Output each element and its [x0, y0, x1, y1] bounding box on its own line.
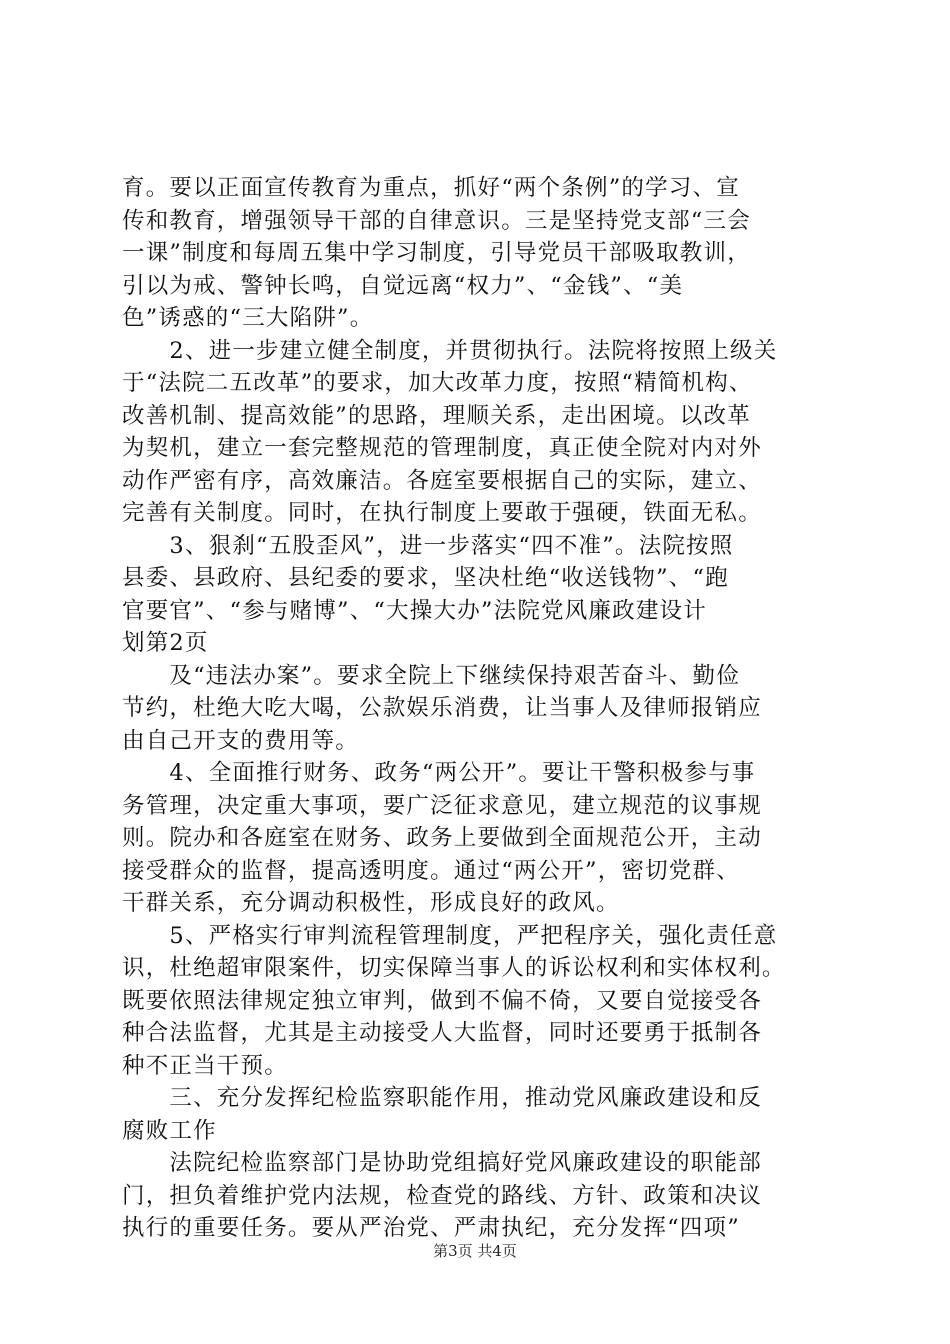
text-line: 三、充分发挥纪检监察职能作用，推动党风廉政建设和反	[122, 1085, 762, 1111]
text-line: 法院纪检监察部门是协助党组搞好党风廉政建设的职能部	[122, 1150, 762, 1176]
text-line: 育。要以正面宣传教育为重点，抓好“两个条例”的学习、宣	[122, 175, 740, 201]
text-line: 3、狠刹“五股歪风”，进一步落实“四不准”。法院按照	[122, 532, 734, 559]
text-line: 接受群众的监督，提高透明度。通过“两公开”，密切党群、	[122, 857, 740, 884]
text-line: 及“违法办案”。要求全院上下继续保持艰苦奋斗、勤俭	[122, 662, 740, 689]
text-line: 执行的重要任务。要从严治党、严肃执纪，充分发挥“四项”	[122, 1215, 740, 1241]
text-line: 为契机，建立一套完整规范的管理制度，真正使全院对内对外	[122, 435, 762, 461]
page-footer: 第3页 共4页	[433, 1242, 517, 1260]
text-line: 既要依照法律规定独立审判，做到不偏不倚，又要自觉接受各	[122, 987, 762, 1014]
text-line: 则。院办和各庭室在财务、政务上要做到全面规范公开，主动	[122, 825, 762, 851]
text-line: 一课”制度和每周五集中学习制度，引导党员干部吸取教训，	[122, 240, 751, 266]
text-line: 干群关系，充分调动积极性，形成良好的政风。	[122, 890, 620, 916]
text-line: 完善有关制度。同时，在执行制度上要敢于强硬，铁面无私。	[122, 500, 762, 526]
text-line: 色”诱惑的“三大陷阱”。	[122, 305, 374, 331]
text-line: 改善机制、提高效能”的思路，理顺关系，走出困境。以改革	[122, 402, 751, 429]
text-line: 节约，杜绝大吃大喝，公款娱乐消费，让当事人及律师报销应	[122, 695, 762, 721]
text-line: 门，担负着维护党内法规，检查党的路线、方针、政策和决议	[122, 1182, 762, 1209]
text-line: 县委、县政府、县纪委的要求，坚决杜绝“收送钱物”、“跑	[122, 565, 729, 591]
text-line: 识，杜绝超审限案件，切实保障当事人的诉讼权利和实体权利。	[122, 955, 786, 981]
text-line: 腐败工作	[122, 1117, 217, 1144]
text-line: 划第2页	[122, 630, 209, 656]
text-line: 由自己开支的费用等。	[122, 727, 360, 754]
text-line: 动作严密有序，高效廉洁。各庭室要根据自己的实际，建立、	[122, 467, 762, 494]
text-line: 务管理，决定重大事项，要广泛征求意见，建立规范的议事规	[122, 792, 762, 819]
text-line: 种不正当干预。	[122, 1052, 288, 1079]
text-line: 5、严格实行审判流程管理制度，严把程序关，强化责任意	[122, 922, 778, 949]
text-line: 官要官”、“参与赌博”、“大操大办”法院党风廉政建设计	[122, 597, 707, 624]
text-line: 4、全面推行财务、政务“两公开”。要让干警积极参与事	[122, 760, 756, 786]
text-line: 种合法监督，尤其是主动接受人大监督，同时还要勇于抵制各	[122, 1020, 762, 1046]
text-line: 传和教育，增强领导干部的自律意识。三是坚持党支部“三会	[122, 207, 751, 234]
document-body	[122, 172, 842, 1245]
text-line: 于“法院二五改革”的要求，加大改革力度，按照“精简机构、	[122, 370, 753, 396]
text-line: 2、进一步建立健全制度，并贯彻执行。法院将按照上级关	[122, 337, 778, 364]
text-line: 引以为戒、警钟长鸣，自觉远离“权力”、“金钱”、“美	[122, 272, 684, 299]
